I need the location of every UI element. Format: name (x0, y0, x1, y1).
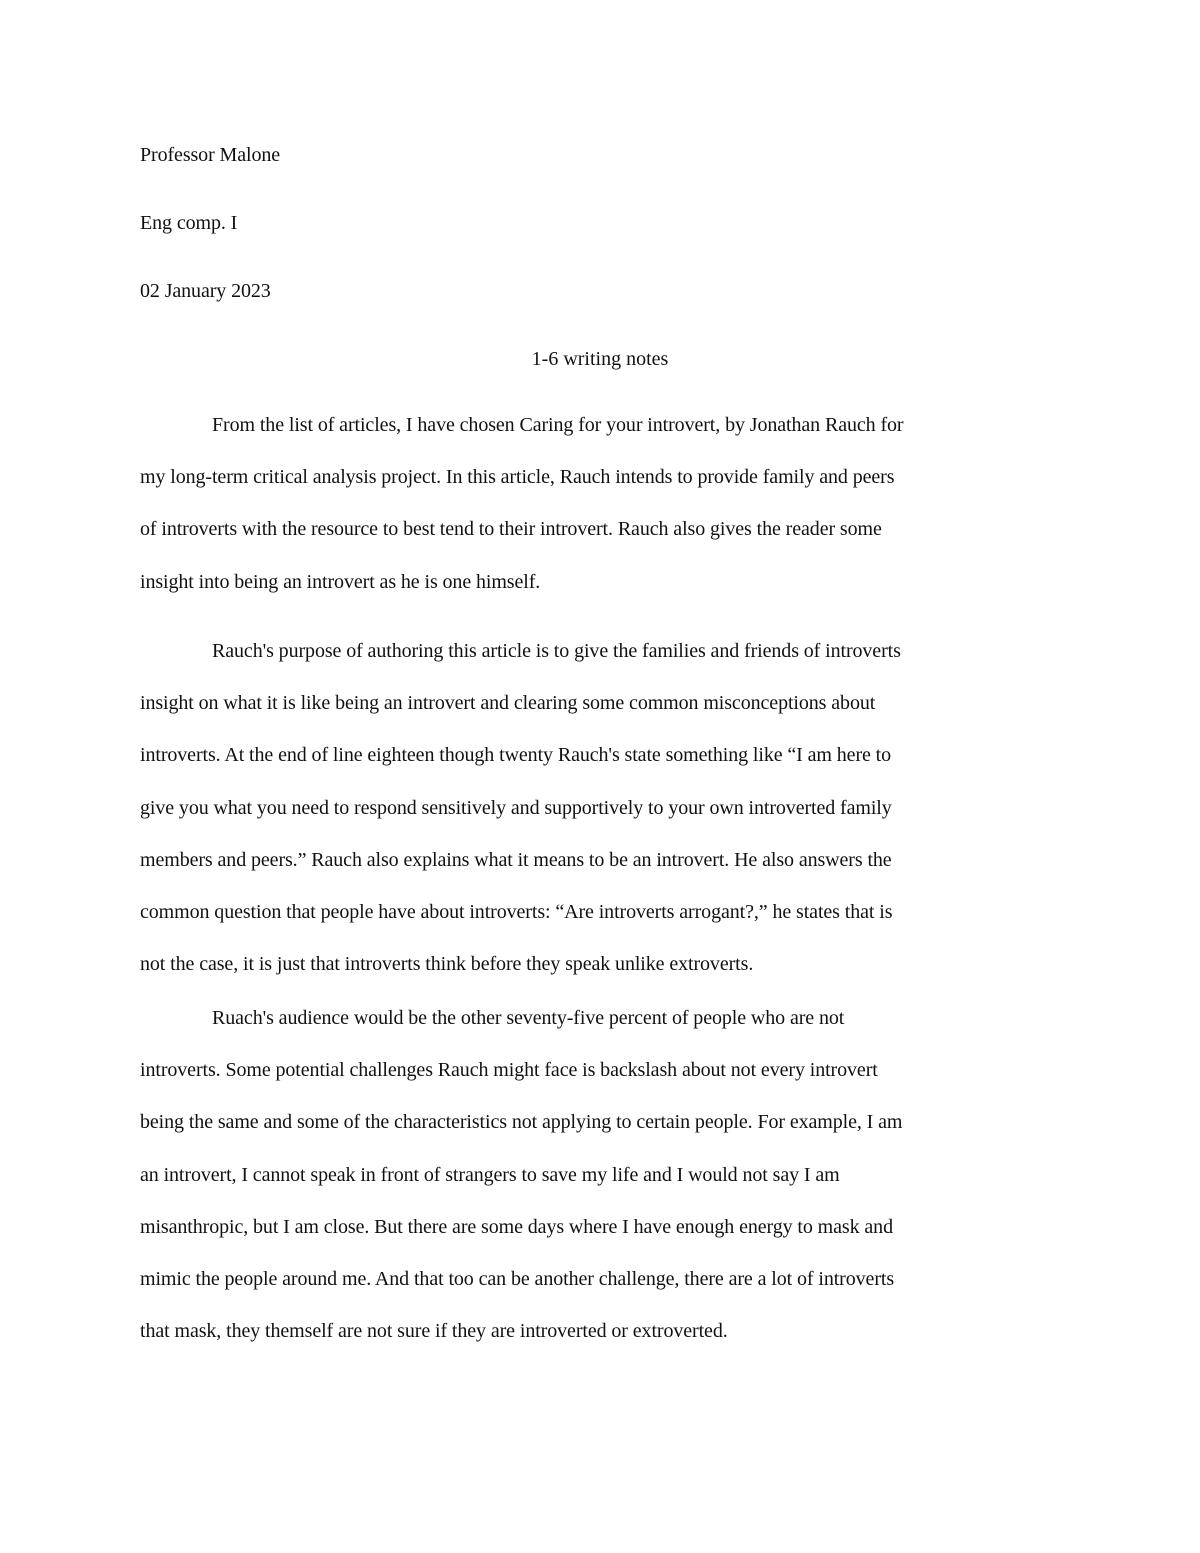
paragraph-line: common question that people have about introverts: “Are introverts arrogant?,” he states that is (140, 901, 893, 924)
paragraph-line: From the list of articles, I have chosen Caring for your introvert, by Jonathan Rauch for (212, 414, 904, 436)
paragraph-line: mimic the people around me. And that too can be another challenge, there are a lot of introverts (140, 1268, 895, 1291)
paragraph-line: not the case, it is just that introverts think before they speak unlike extroverts. (140, 953, 754, 976)
paragraph-line: that mask, they themself are not sure if they are introverted or extroverted. (140, 1320, 728, 1343)
paragraph-line: introverts. At the end of line eighteen though twenty Rauch's state something like “I am here to (140, 744, 892, 767)
document-title: 1-6 writing notes (531, 348, 669, 370)
document-date: 02 January 2023 (140, 280, 271, 302)
paragraph-line: Ruach's audience would be the other seventy-five percent of people who are not (212, 1007, 845, 1029)
paragraph-1 (140, 399, 903, 608)
paragraph-line: an introvert, I cannot speak in front of strangers to save my life and I would not say I am (140, 1163, 840, 1186)
paragraph-line: of introverts with the resource to best tend to their introvert. Rauch also gives the reader some (140, 518, 882, 541)
paragraph-line: insight into being an introvert as he is one himself. (140, 570, 541, 593)
paragraph-line: my long-term critical analysis project. In this article, Rauch intends to provide family and peers (140, 466, 895, 489)
paragraph-line: misanthropic, but I am close. But there are some days where I have enough energy to mask and (140, 1215, 893, 1238)
paragraph-line: introverts. Some potential challenges Rauch might face is backslash about not every introvert (140, 1059, 878, 1082)
paragraph-line: insight on what it is like being an introvert and clearing some common misconceptions about (140, 692, 876, 715)
document-header (140, 129, 1070, 333)
professor-name: Professor Malone (140, 144, 281, 166)
paragraph-line: being the same and some of the characteristics not applying to certain people. For example, I am (140, 1111, 903, 1134)
paragraph-line: Rauch's purpose of authoring this article is to give the families and friends of introverts (212, 640, 901, 662)
course-name: Eng comp. I (140, 212, 238, 234)
paragraph-2 (140, 625, 901, 990)
paragraph-line: give you what you need to respond sensitively and supportively to your own introverted family (140, 796, 892, 819)
paragraph-3 (140, 992, 902, 1357)
paragraph-line: members and peers.” Rauch also explains what it means to be an introvert. He also answers the (140, 848, 892, 871)
